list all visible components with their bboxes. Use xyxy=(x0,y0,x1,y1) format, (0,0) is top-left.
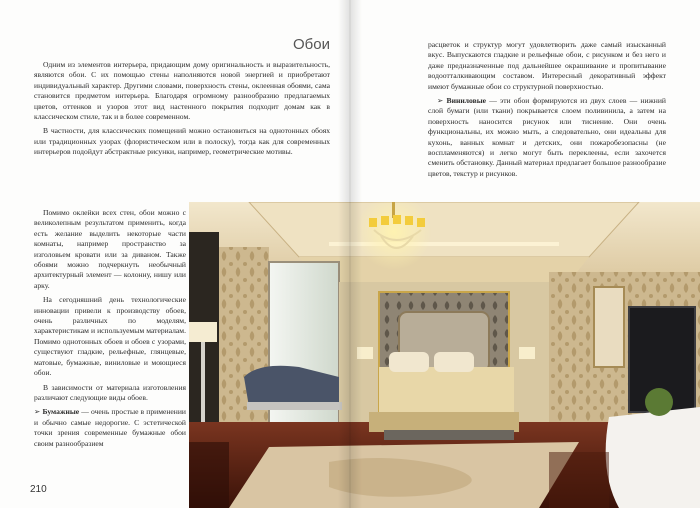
page-heading: Обои xyxy=(293,36,330,53)
paper-description: — очень простые в применении и обычно самые недорогие. С эстетической точки зрения современные бумажные обои своим разнообразием xyxy=(34,407,186,448)
bedroom-photo xyxy=(189,202,700,508)
left-column-narrow xyxy=(34,208,186,453)
term-paper: Бумажные xyxy=(42,407,80,417)
paragraph-accents: Помимо оклейки всех стен, обои можно с великолепным результатом применить, когда есть желание выделить некоторые части комнаты, например пространство за изголовьем кровати или за диваном. Также обоями можно подчеркнуть необычный архитектурный элемент — колонну, нишу или арку. xyxy=(34,208,186,290)
paragraph-intro: Одним из элементов интерьера, придающим дому оригинальность и выразительность, являются обои. С их помощью стены наполняются новой энергией и приобретают индивидуальный характер. Другими словами, поверхность стены, оклеенная обоями, сама становится предметом интерьера. Благодаря огромному разнообразию предлагаемых цветов, оттенков и узоров этот вид настенного покрытия подходит домам как в классическом стиле, так и в более современном. xyxy=(34,60,330,122)
paragraph-paper xyxy=(34,407,186,449)
paragraph-innovations: На сегодняшний день технологические инновации привели к производству обоев, очень различных по моделям, характеристикам и используемым материалам. Помимо однотонных обоев и обоев с узорами, существуют гладкие, рельефные, глянцевые, матовые, бумажные, виниловые и моющиеся обои. xyxy=(34,295,186,378)
paragraph-paper-continued: расцветок и структур могут удовлетворить даже самый изысканный вкус. Выпускаются гладкие и рельефные обои, с рисунком и без него и даже предназначенные под дальнейшее окрашивание и пропитывание водоотталкивающим составом. Интересный декоративный эффект имеют бумажные обои со структурной поверхностью. xyxy=(428,40,666,91)
page-number: 210 xyxy=(30,484,47,495)
right-column xyxy=(428,40,666,183)
term-vinyl: Виниловые xyxy=(446,96,487,106)
paragraph-classic: В частности, для классических помещений можно остановиться на однотонных обоях или традиционных узорах (флористическом или в полоску), тогда как для современных интерьеров подойдут абстрактные рисунки, например, геометрические мотивы. xyxy=(34,126,330,157)
vinyl-description: — эти обои формируются из двух слоев — нижний слой бумаги (или ткани) покрывается слоем поливинила, а затем на поверхность наносится рисунок или тиснение. Они очень функциональны, их можно мыть, а следовательно, они идеальны для кухонь, ванных комнат и детских, они пожаробезопасны (не воспламеняются) и легко могут быть переклеены, если захочется сменить обстановку. Данный материал предлагает большое разнообразие цветов, текстур и рисунков. xyxy=(428,96,666,178)
bullet-arrow-icon: ➢ xyxy=(34,407,43,417)
left-column-top xyxy=(34,60,330,162)
paragraph-types-intro: В зависимости от материала изготовления различают следующие виды обоев. xyxy=(34,382,186,402)
bullet-arrow-icon: ➢ xyxy=(437,96,447,106)
paragraph-vinyl xyxy=(428,96,666,179)
